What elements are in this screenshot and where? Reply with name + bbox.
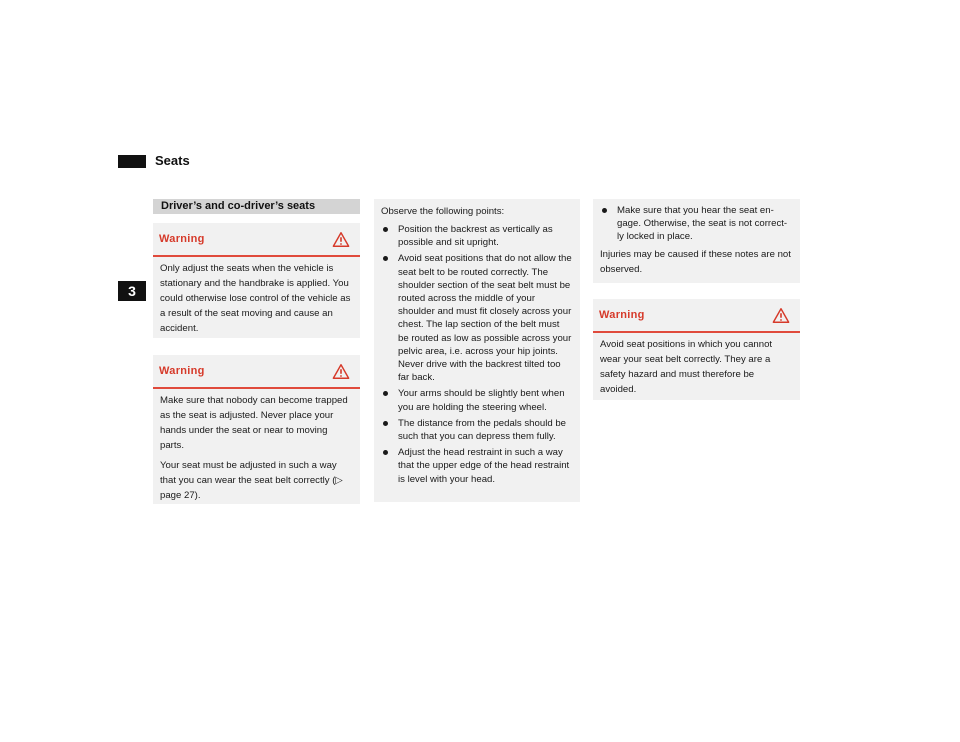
list-item: Make sure that you hear the seat en-gage. Otherwise, the seat is not correct-ly locked in place. — [600, 204, 792, 244]
chapter-tab: 3 — [118, 281, 146, 301]
warning-paragraph: Make sure that nobody can become trapped as the seat is adjusted. Never place your hands under the seat or near to moving parts. — [160, 395, 348, 451]
warning-triangle-icon — [332, 363, 350, 380]
list-item: Avoid seat positions that do not allow the seat belt to be routed correctly. The shoulder section of the seat belt must be routed across the middle of your shoulder and must fit closely across your chest. The lap section of the belt must be routed as low as possible across your pelvic area, i.e. across your hip joints. Never drive with the backrest tilted too far back. — [381, 252, 572, 384]
warning-body — [153, 389, 360, 514]
notes-box — [593, 199, 800, 283]
warning-triangle-icon — [332, 231, 350, 248]
warning-paragraph: Avoid seat positions in which you cannot wear your seat belt correctly. They are a safety hazard and must therefore be avoided. — [600, 339, 773, 395]
points-list — [381, 223, 572, 486]
intro-text: Observe the following points: — [381, 206, 505, 217]
warning-paragraph: Your seat must be adjusted in such a way that you can wear the seat belt correctly (▷ page 27). — [160, 460, 343, 501]
warning-body — [593, 333, 800, 408]
warning-title: Warning — [159, 364, 205, 377]
list-item: The distance from the pedals should be such that you can depress them fully. — [381, 417, 572, 443]
page-title: Seats — [155, 153, 190, 168]
warning-box-1 — [153, 223, 360, 338]
warning-triangle-icon — [772, 307, 790, 324]
warning-header — [593, 299, 800, 333]
warning-header — [153, 223, 360, 257]
points-box — [374, 199, 580, 502]
warning-title: Warning — [599, 308, 645, 321]
warning-header — [153, 355, 360, 389]
note-text: Injuries may be caused if these notes are not observed. — [600, 248, 791, 275]
section-heading: Driver’s and co-driver’s seats — [153, 199, 360, 214]
notes-list — [600, 204, 792, 244]
warning-title: Warning — [159, 232, 205, 245]
list-item: Adjust the head restraint in such a way that the upper edge of the head restraint is level with your head. — [381, 446, 572, 486]
list-item: Your arms should be slightly bent when you are holding the steering wheel. — [381, 387, 572, 413]
warning-paragraph: Only adjust the seats when the vehicle is stationary and the handbrake is applied. You could otherwise lose control of the vehicle as a result of the seat moving and cause an accident. — [160, 263, 351, 334]
warning-box-2 — [153, 355, 360, 504]
warning-box-3 — [593, 299, 800, 400]
warning-body — [153, 257, 360, 347]
list-item: Position the backrest as vertically as possible and sit upright. — [381, 223, 572, 249]
header-tab-marker — [118, 155, 146, 168]
